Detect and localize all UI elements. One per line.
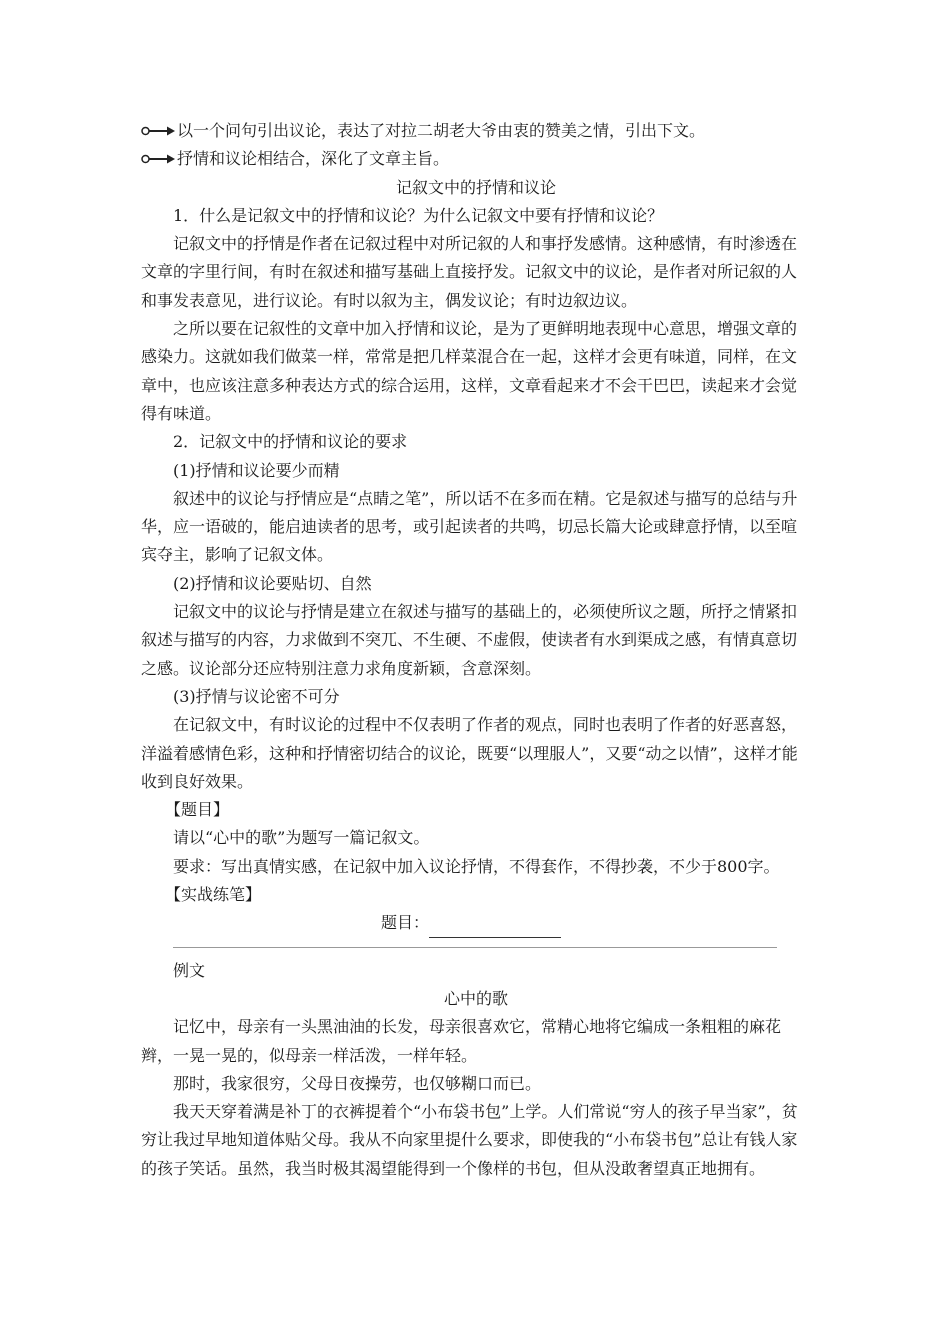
paragraph-1: 记叙文中的抒情是作者在记叙过程中对所记叙的人和事抒发感情。这种感情，有时渗透在文章的字里行间，有时在叙述和描写基础上直接抒发。记叙文中的议论，是作者对所记叙的人和事发表意见，进行议论。有时以叙为主，偶发议论；有时边叙边议。	[141, 234, 798, 310]
title-label: 题目：	[380, 913, 429, 933]
topic-text: 请以“心中的歌”为题写一篇记叙文。	[173, 828, 430, 848]
requirement-2-title: (2)抒情和议论要贴切、自然	[173, 573, 372, 593]
requirement-1-title: (1)抒情和议论要少而精	[173, 460, 340, 480]
circle-arrow-icon	[141, 123, 176, 139]
question-2: 2．记叙文中的抒情和议论的要求	[173, 432, 408, 452]
question-1: 1．什么是记叙文中的抒情和议论？为什么记叙文中要有抒情和议论？	[173, 205, 664, 225]
annotation-text: 抒情和议论相结合，深化了文章主旨。	[177, 149, 450, 169]
example-label: 例文	[173, 960, 206, 980]
writing-rule	[173, 947, 777, 948]
paragraph-2: 之所以要在记叙性的文章中加入抒情和议论，是为了更鲜明地表现中心意思，增强文章的感染力。这就如我们做菜一样，常常是把几样菜混合在一起，这样才会更有味道，同样，在文章中，也应该注意多种表达方式的综合运用，这样，文章看起来才不会干巴巴，读起来才会觉得有味道。	[141, 319, 798, 423]
essay-paragraph-1: 记忆中，母亲有一头黑油油的长发，母亲很喜欢它，常精心地将它编成一条粗粗的麻花辫，一晃一晃的，似母亲一样活泼，一样年轻。	[141, 1017, 782, 1065]
requirement-text: 要求：写出真情实感，在记叙中加入议论抒情，不得套作，不得抄袭，不少于800字。	[173, 856, 780, 876]
requirement-2-text: 记叙文中的议论与抒情是建立在叙述与描写的基础上的，必须使所议之题，所抒之情紧扣叙述与描写的内容，力求做到不突兀、不生硬、不虚假，使读者有水到渠成之感，有情真意切之感。议论部分还应特别注意力求角度新颖，含意深刻。	[141, 602, 798, 678]
requirement-3-text: 在记叙文中，有时议论的过程中不仅表明了作者的观点，同时也表明了作者的好恶喜怒，洋溢着感情色彩，这种和抒情密切结合的议论，既要“以理服人”，又要“动之以情”，这样才能收到良好效果。	[141, 715, 798, 791]
annotation-2	[141, 145, 811, 173]
annotation-text: 以一个问句引出议论，表达了对拉二胡老大爷由衷的赞美之情，引出下文。	[177, 121, 706, 140]
essay-paragraph-2: 那时，我家很穷，父母日夜操劳，也仅够糊口而已。	[173, 1073, 542, 1093]
title-blank[interactable]	[429, 917, 561, 938]
document-page	[141, 117, 811, 1183]
practice-header: 【实战练笔】	[165, 885, 262, 905]
annotation-1	[141, 117, 811, 145]
topic-header: 【题目】	[165, 800, 230, 820]
essay-title: 心中的歌	[443, 988, 508, 1008]
requirement-3-title: (3)抒情与议论密不可分	[173, 686, 340, 706]
essay-paragraph-3: 我天天穿着满是补丁的衣裤提着个“小布袋书包”上学。人们常说“穷人的孩子早当家”，贫穷让我过早地知道体贴父母。我从不向家里提什么要求，即使我的“小布袋书包”总让有钱人家的孩子笑话。虽然，我当时极其渴望能得到一个像样的书包，但从没敢奢望真正地拥有。	[141, 1102, 798, 1178]
title-line	[131, 909, 811, 937]
requirement-1-text: 叙述中的议论与抒情应是“点睛之笔”，所以话不在多而在精。它是叙述与描写的总结与升华，应一语破的，能启迪读者的思考，或引起读者的共鸣，切忌长篇大论或肆意抒情，以至喧宾夺主，影响了记叙文体。	[141, 488, 798, 565]
circle-arrow-icon	[141, 151, 176, 167]
section-title: 记叙文中的抒情和议论	[395, 177, 556, 197]
